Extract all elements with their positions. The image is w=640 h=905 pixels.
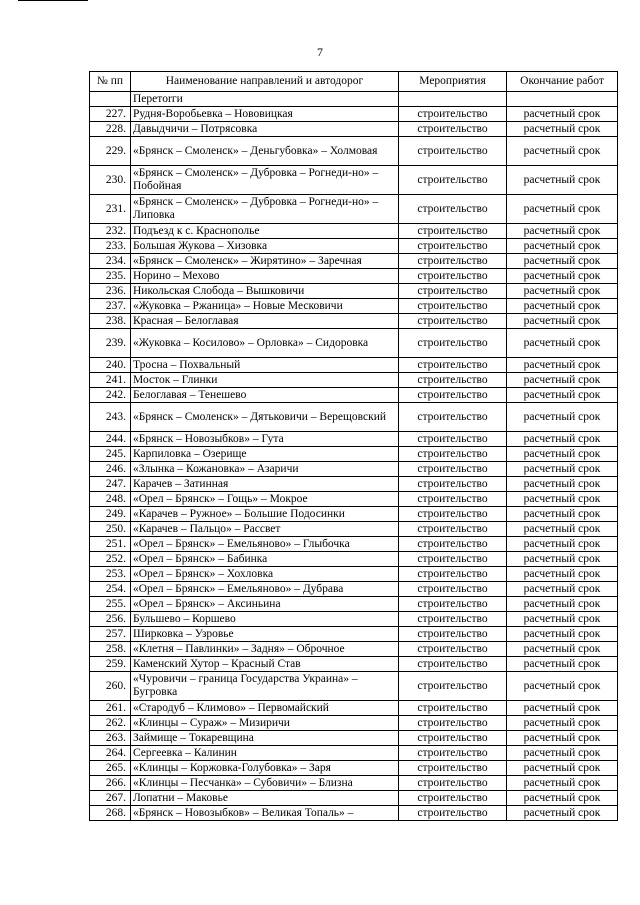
measure-cell: строительство [399, 791, 507, 806]
end-cell: расчетный срок [507, 492, 618, 507]
table-row [90, 537, 618, 552]
road-name: Подъезд к с. Краснополье [131, 224, 399, 239]
table-row [90, 627, 618, 642]
table-row [90, 657, 618, 672]
measure-cell: строительство [399, 447, 507, 462]
road-name: Карачев – Затинная [131, 477, 399, 492]
road-name: «Брянск – Смоленск» – Дятьковичи – Верещовский [131, 403, 399, 432]
row-number: 249. [90, 507, 131, 522]
row-number: 253. [90, 567, 131, 582]
end-cell: расчетный срок [507, 567, 618, 582]
table-row [90, 329, 618, 358]
road-name: Бульшево – Коршево [131, 612, 399, 627]
row-number: 250. [90, 522, 131, 537]
table-row [90, 122, 618, 137]
road-name: «Брянск – Смоленск» – Дубровка – Рогнеди-но» – Липовка [131, 195, 399, 224]
row-number: 236. [90, 284, 131, 299]
table-row [90, 492, 618, 507]
table-row [90, 166, 618, 195]
header-num: № пп [90, 72, 131, 92]
table-row [90, 612, 618, 627]
end-cell: расчетный срок [507, 195, 618, 224]
top-rule [18, 0, 88, 1]
measure-cell: строительство [399, 373, 507, 388]
table-row [90, 806, 618, 821]
end-cell: расчетный срок [507, 477, 618, 492]
row-number: 242. [90, 388, 131, 403]
row-number: 248. [90, 492, 131, 507]
road-name: Норино – Мехово [131, 269, 399, 284]
row-number: 261. [90, 701, 131, 716]
measure-cell: строительство [399, 492, 507, 507]
table-row [90, 642, 618, 657]
measure-cell: строительство [399, 329, 507, 358]
row-number: 254. [90, 582, 131, 597]
table-row [90, 462, 618, 477]
road-name: «Карачев – Ружное» – Большие Подосинки [131, 507, 399, 522]
row-number: 227. [90, 107, 131, 122]
measure-cell: строительство [399, 582, 507, 597]
table-row [90, 716, 618, 731]
measure-cell [399, 92, 507, 107]
measure-cell: строительство [399, 239, 507, 254]
end-cell: расчетный срок [507, 358, 618, 373]
measure-cell: строительство [399, 672, 507, 701]
row-number: 233. [90, 239, 131, 254]
row-number: 264. [90, 746, 131, 761]
measure-cell: строительство [399, 224, 507, 239]
measure-cell: строительство [399, 254, 507, 269]
row-number: 237. [90, 299, 131, 314]
end-cell: расчетный срок [507, 329, 618, 358]
end-cell: расчетный срок [507, 642, 618, 657]
table-row [90, 284, 618, 299]
row-number: 240. [90, 358, 131, 373]
end-cell: расчетный срок [507, 299, 618, 314]
road-name: «Клинцы – Коржовка-Голубовка» – Заря [131, 761, 399, 776]
table-row [90, 701, 618, 716]
row-number: 234. [90, 254, 131, 269]
row-number: 267. [90, 791, 131, 806]
road-name: «Клетня – Павлинки» – Задня» – Оброчное [131, 642, 399, 657]
roads-table [89, 71, 618, 821]
end-cell: расчетный срок [507, 239, 618, 254]
row-number: 268. [90, 806, 131, 821]
row-number: 230. [90, 166, 131, 195]
road-name: Карпиловка – Озерище [131, 447, 399, 462]
measure-cell: строительство [399, 269, 507, 284]
road-name: «Чуровичи – граница Государства Украина» – Бугровка [131, 672, 399, 701]
road-name: «Жуковка – Ржаница» – Новые Месковичи [131, 299, 399, 314]
measure-cell: строительство [399, 612, 507, 627]
table-row [90, 358, 618, 373]
end-cell: расчетный срок [507, 137, 618, 166]
road-name: «Клинцы – Песчанка» – Субовичи» – Близна [131, 776, 399, 791]
end-cell: расчетный срок [507, 522, 618, 537]
row-number: 228. [90, 122, 131, 137]
table-row [90, 552, 618, 567]
table-row [90, 373, 618, 388]
road-name: «Орел – Брянск» – Емельяново» – Глыбочка [131, 537, 399, 552]
measure-cell: строительство [399, 567, 507, 582]
end-cell: расчетный срок [507, 672, 618, 701]
row-number: 246. [90, 462, 131, 477]
table-row [90, 731, 618, 746]
end-cell: расчетный срок [507, 388, 618, 403]
road-name: Большая Жукова – Хизовка [131, 239, 399, 254]
table-row [90, 432, 618, 447]
road-name: «Орел – Брянск» – Хохловка [131, 567, 399, 582]
table-row [90, 314, 618, 329]
end-cell: расчетный срок [507, 122, 618, 137]
measure-cell: строительство [399, 776, 507, 791]
road-name: «Жуковка – Косилово» – Орловка» – Сидоровка [131, 329, 399, 358]
road-name: Белоглавая – Тенешево [131, 388, 399, 403]
measure-cell: строительство [399, 477, 507, 492]
end-cell: расчетный срок [507, 627, 618, 642]
end-cell: расчетный срок [507, 731, 618, 746]
measure-cell: строительство [399, 299, 507, 314]
row-number: 257. [90, 627, 131, 642]
table-row [90, 597, 618, 612]
end-cell: расчетный срок [507, 776, 618, 791]
measure-cell: строительство [399, 166, 507, 195]
end-cell: расчетный срок [507, 537, 618, 552]
road-name: Рудня-Воробьевка – Нововицкая [131, 107, 399, 122]
measure-cell: строительство [399, 642, 507, 657]
road-name: Сергеевка – Калинин [131, 746, 399, 761]
end-cell: расчетный срок [507, 269, 618, 284]
end-cell: расчетный срок [507, 284, 618, 299]
road-name: «Брянск – Смоленск» – Дубровка – Рогнеди-но» – Побойная [131, 166, 399, 195]
measure-cell: строительство [399, 107, 507, 122]
table-row [90, 447, 618, 462]
end-cell [507, 92, 618, 107]
measure-cell: строительство [399, 597, 507, 612]
header-measures: Мероприятия [399, 72, 507, 92]
header-end: Окончание работ [507, 72, 618, 92]
row-number: 255. [90, 597, 131, 612]
row-number: 256. [90, 612, 131, 627]
table-row [90, 522, 618, 537]
row-number: 247. [90, 477, 131, 492]
end-cell: расчетный срок [507, 373, 618, 388]
row-number: 238. [90, 314, 131, 329]
end-cell: расчетный срок [507, 552, 618, 567]
table-row [90, 254, 618, 269]
table-row [90, 92, 618, 107]
table-row [90, 761, 618, 776]
table-row [90, 791, 618, 806]
measure-cell: строительство [399, 122, 507, 137]
measure-cell: строительство [399, 432, 507, 447]
measure-cell: строительство [399, 657, 507, 672]
table-row [90, 582, 618, 597]
measure-cell: строительство [399, 731, 507, 746]
end-cell: расчетный срок [507, 612, 618, 627]
table-row [90, 567, 618, 582]
measure-cell: строительство [399, 746, 507, 761]
table-row [90, 672, 618, 701]
road-name: Ширковка – Узровье [131, 627, 399, 642]
road-name: Лопатни – Маковье [131, 791, 399, 806]
row-number: 260. [90, 672, 131, 701]
road-name: «Стародуб – Климово» – Первомайский [131, 701, 399, 716]
measure-cell: строительство [399, 701, 507, 716]
road-name: Займище – Токаревщина [131, 731, 399, 746]
road-name: «Злынка – Кожановка» – Азаричи [131, 462, 399, 477]
end-cell: расчетный срок [507, 806, 618, 821]
table-row [90, 403, 618, 432]
road-name: Тросна – Похвальный [131, 358, 399, 373]
measure-cell: строительство [399, 507, 507, 522]
end-cell: расчетный срок [507, 791, 618, 806]
measure-cell: строительство [399, 195, 507, 224]
end-cell: расчетный срок [507, 597, 618, 612]
road-name: «Орел – Брянск» – Емельяново» – Дубрава [131, 582, 399, 597]
table-body [90, 92, 618, 821]
road-name: «Клинцы – Сураж» – Мизиричи [131, 716, 399, 731]
row-number: 244. [90, 432, 131, 447]
road-name: Красная – Белоглавая [131, 314, 399, 329]
row-number: 259. [90, 657, 131, 672]
measure-cell: строительство [399, 806, 507, 821]
table-row [90, 776, 618, 791]
table-row [90, 195, 618, 224]
road-name: «Карачев – Пальцо» – Рассвет [131, 522, 399, 537]
end-cell: расчетный срок [507, 701, 618, 716]
road-name: Перетorги [131, 92, 399, 107]
road-name: «Брянск – Смоленск» – Жирятино» – Заречная [131, 254, 399, 269]
end-cell: расчетный срок [507, 462, 618, 477]
end-cell: расчетный срок [507, 314, 618, 329]
measure-cell: строительство [399, 314, 507, 329]
measure-cell: строительство [399, 627, 507, 642]
measure-cell: строительство [399, 522, 507, 537]
row-number: 258. [90, 642, 131, 657]
row-number: 251. [90, 537, 131, 552]
measure-cell: строительство [399, 716, 507, 731]
end-cell: расчетный срок [507, 107, 618, 122]
measure-cell: строительство [399, 137, 507, 166]
end-cell: расчетный срок [507, 761, 618, 776]
end-cell: расчетный срок [507, 716, 618, 731]
row-number: 263. [90, 731, 131, 746]
row-number: 266. [90, 776, 131, 791]
road-name: «Орел – Брянск» – Бабинка [131, 552, 399, 567]
road-name: «Брянск – Новозыбков» – Великая Топаль» – [131, 806, 399, 821]
end-cell: расчетный срок [507, 166, 618, 195]
road-name: Никольская Слобода – Вышковичи [131, 284, 399, 299]
end-cell: расчетный срок [507, 507, 618, 522]
road-name: Каменский Хутор – Красный Став [131, 657, 399, 672]
row-number: 265. [90, 761, 131, 776]
table-row [90, 477, 618, 492]
row-number: 229. [90, 137, 131, 166]
road-name: «Брянск – Смоленск» – Деньгубовка» – Холмовая [131, 137, 399, 166]
end-cell: расчетный срок [507, 224, 618, 239]
measure-cell: строительство [399, 537, 507, 552]
measure-cell: строительство [399, 761, 507, 776]
end-cell: расчетный срок [507, 432, 618, 447]
row-number: 235. [90, 269, 131, 284]
table-row [90, 507, 618, 522]
row-number: 252. [90, 552, 131, 567]
road-name: Мосток – Глинки [131, 373, 399, 388]
row-number [90, 92, 131, 107]
measure-cell: строительство [399, 552, 507, 567]
row-number: 241. [90, 373, 131, 388]
table-row [90, 388, 618, 403]
table-row [90, 299, 618, 314]
table-row [90, 746, 618, 761]
measure-cell: строительство [399, 462, 507, 477]
table-row [90, 107, 618, 122]
road-name: Давыдчичи – Потрясовка [131, 122, 399, 137]
table-row [90, 269, 618, 284]
road-name: «Брянск – Новозыбков» – Гута [131, 432, 399, 447]
end-cell: расчетный срок [507, 447, 618, 462]
row-number: 262. [90, 716, 131, 731]
header-name: Наименование направлений и автодорог [131, 72, 399, 92]
end-cell: расчетный срок [507, 582, 618, 597]
table-row [90, 224, 618, 239]
measure-cell: строительство [399, 403, 507, 432]
end-cell: расчетный срок [507, 254, 618, 269]
measure-cell: строительство [399, 358, 507, 373]
end-cell: расчетный срок [507, 403, 618, 432]
page-number: 7 [317, 45, 323, 59]
table-row [90, 137, 618, 166]
row-number: 243. [90, 403, 131, 432]
end-cell: расчетный срок [507, 746, 618, 761]
measure-cell: строительство [399, 388, 507, 403]
road-name: «Орел – Брянск» – Аксиньина [131, 597, 399, 612]
end-cell: расчетный срок [507, 657, 618, 672]
table-header-row [90, 72, 618, 92]
table-row [90, 239, 618, 254]
row-number: 239. [90, 329, 131, 358]
row-number: 245. [90, 447, 131, 462]
road-name: «Орел – Брянск» – Гощь» – Мокрое [131, 492, 399, 507]
row-number: 231. [90, 195, 131, 224]
row-number: 232. [90, 224, 131, 239]
measure-cell: строительство [399, 284, 507, 299]
